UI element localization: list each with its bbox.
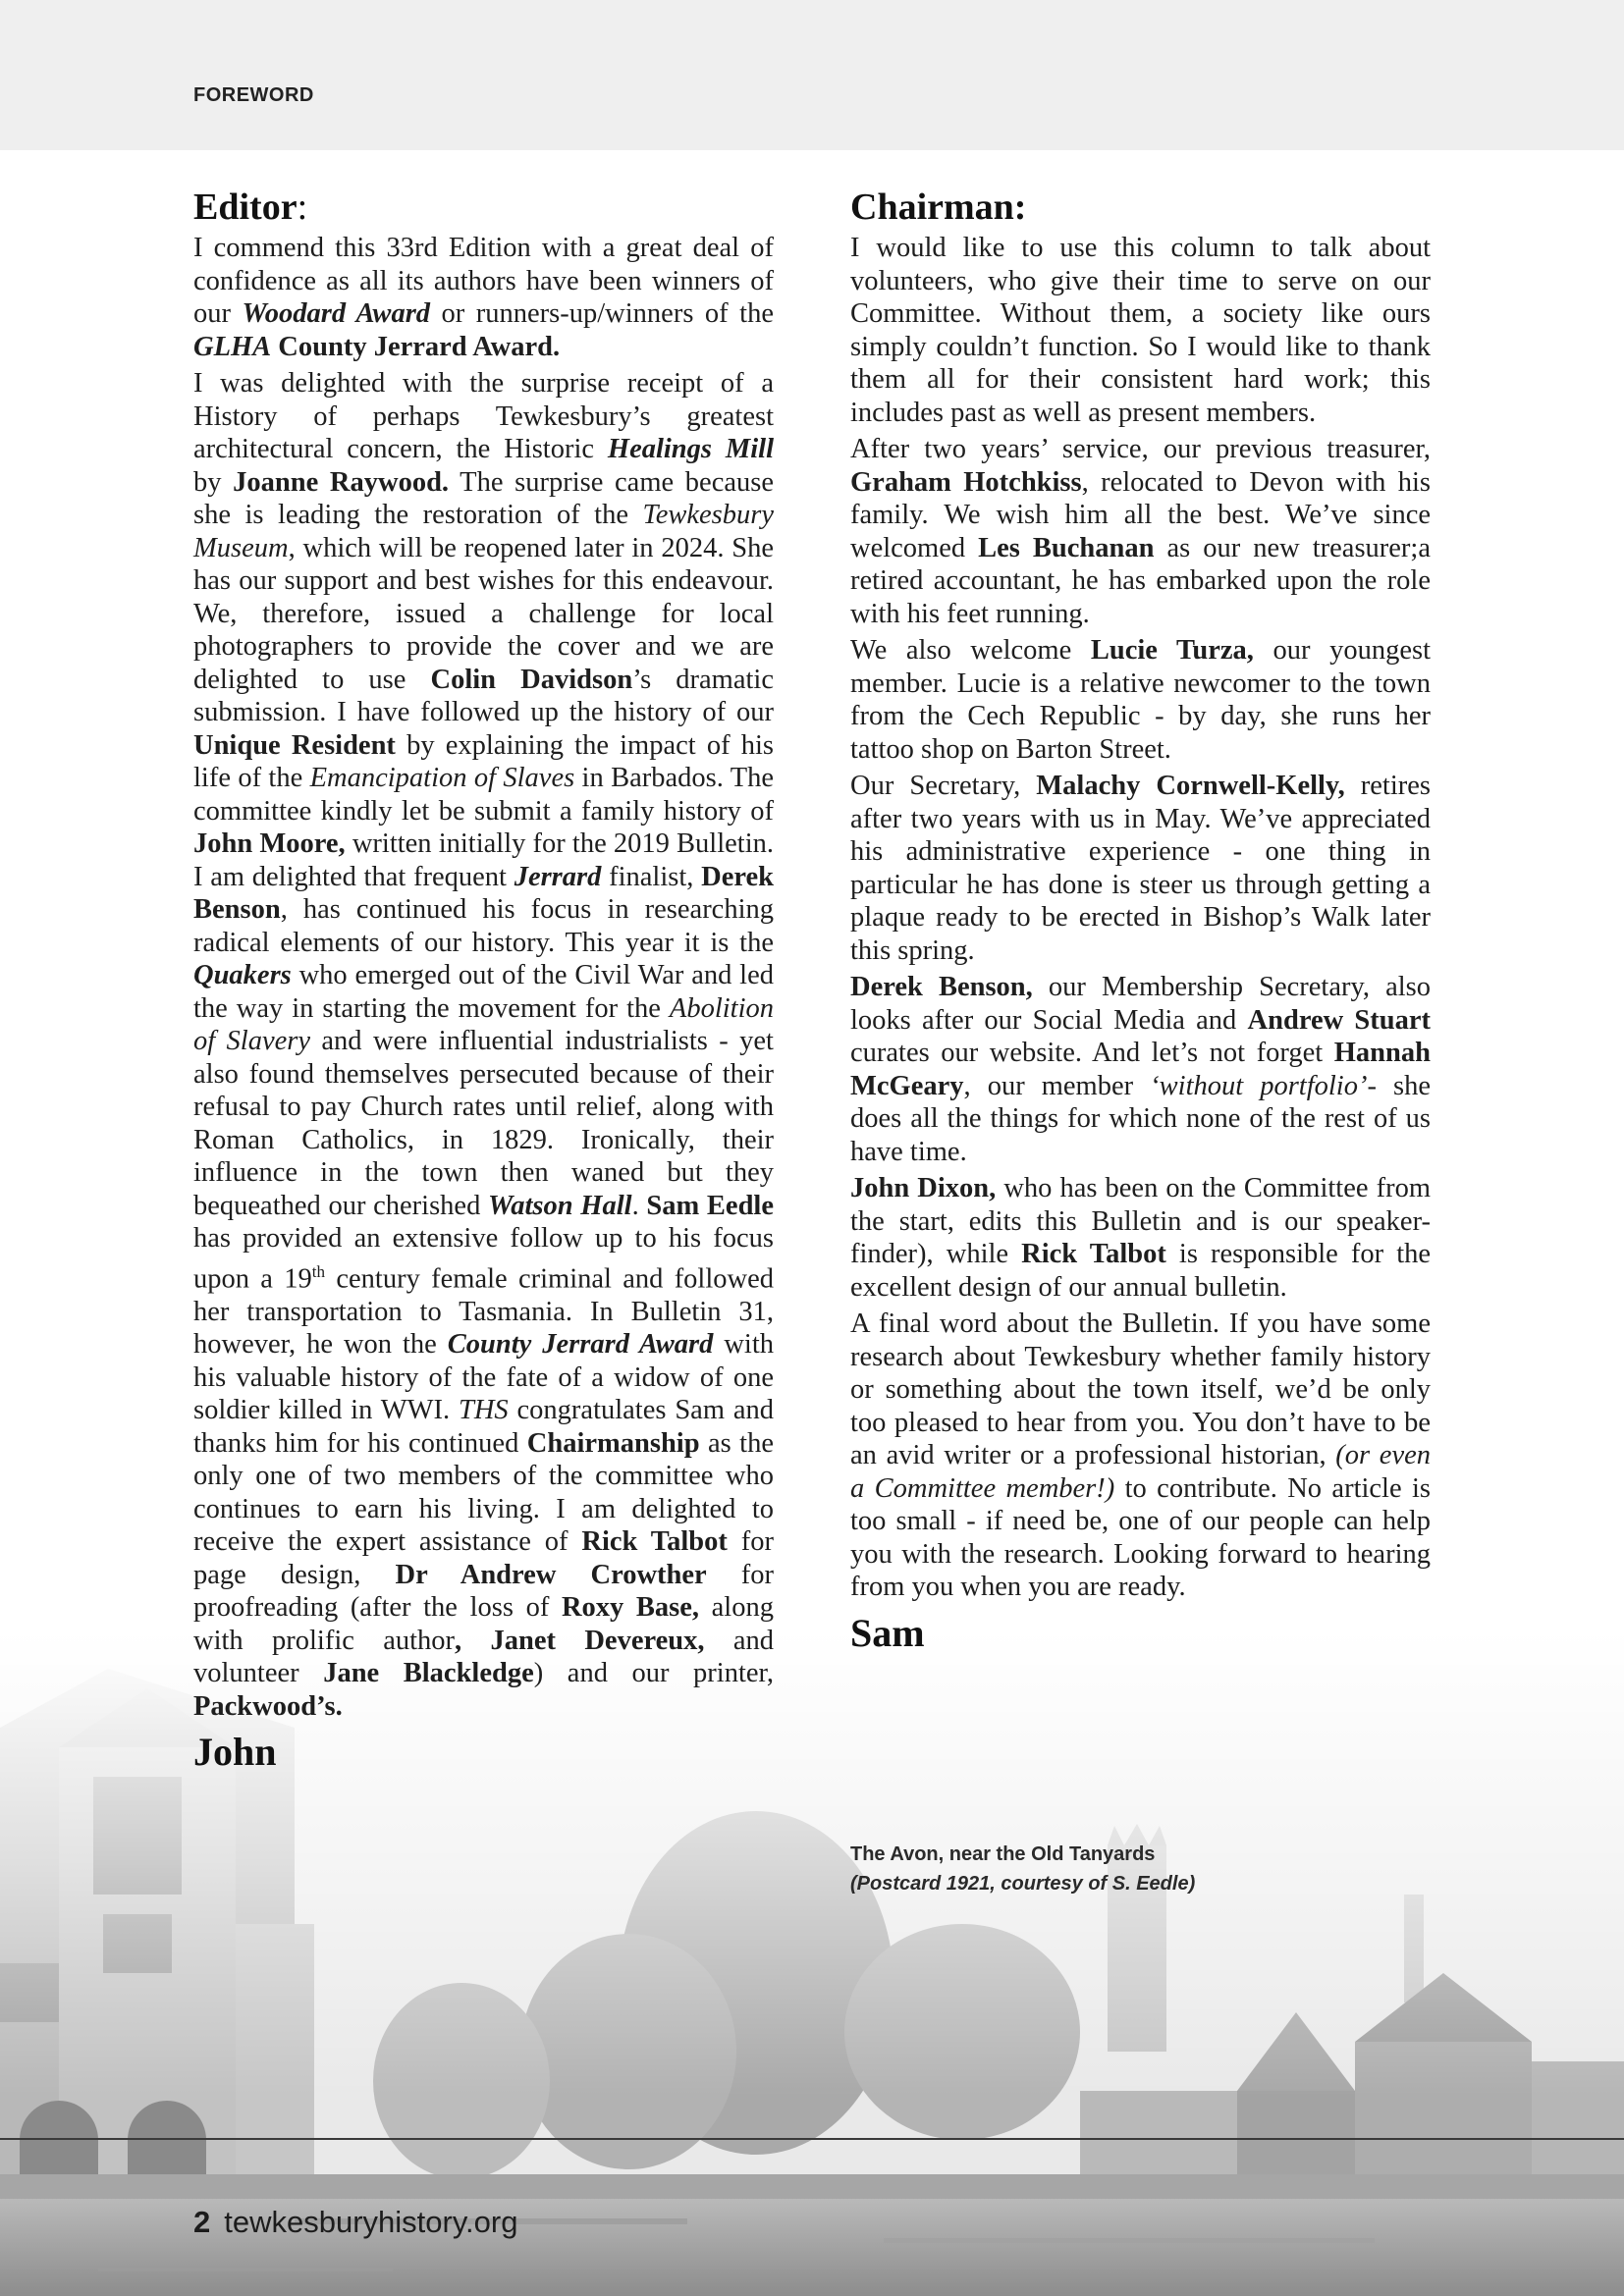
editor-text-run: and volunteer [193, 1625, 774, 1688]
editor-text-run: THS [458, 1395, 509, 1425]
chairman-text-run: Rick Talbot [1021, 1239, 1166, 1269]
editor-text-run: Unique Resident [193, 729, 396, 761]
chairman-text-run: Andrew Stuart [1247, 1004, 1431, 1036]
chairman-text-run: Les Buchanan [978, 532, 1155, 563]
chairman-paragraph [850, 1308, 1431, 1604]
editor-text-run: , which will be reopened later in 2024. She has our support and best wishes for this endeavour. We, therefore, issued a challenge for local photographers to provide the cover and we are delighted to use [193, 532, 774, 695]
editor-text-run: Colin Davidson [430, 664, 633, 695]
chairman-text-run: curates our website. And let’s not forget [850, 1038, 1334, 1068]
editor-text-run: by [193, 466, 234, 498]
photo-caption [850, 1840, 1195, 1898]
editor-text-run: Sam Eedle [646, 1190, 774, 1221]
site-link[interactable]: tewkesburyhistory.org [224, 2205, 518, 2239]
editor-text-run: by explaining the impact of his life of the [193, 729, 774, 793]
editor-text-run: Derek Benson [193, 861, 774, 925]
chairman-text-run: - she does all the things for which none of the rest of us have time. [850, 1070, 1431, 1167]
editor-text-run: Rick Talbot [581, 1526, 728, 1557]
chairman-text-run: John Dixon, [850, 1173, 997, 1203]
editor-heading: Editor: [193, 187, 308, 228]
section-label: FOREWORD [193, 84, 314, 106]
editor-text-run: century female criminal and followed her transportation to Tasmania. In Bulletin 31, however, he won the [193, 1263, 774, 1360]
editor-text-run: ’s dramatic submission. I have followed up the history of our [193, 664, 774, 727]
chairman-text-run: is responsible for the excellent design of our annual bulletin. [850, 1239, 1432, 1303]
chairman-text-run: our Membership Secretary, also looks after our Social Media and [850, 972, 1431, 1036]
editor-text-run: County Jerrard Award. [278, 331, 561, 362]
chairman-paragraph [850, 232, 1431, 429]
chairman-text-run: Our Secretary, [850, 771, 1037, 801]
editor-text-run: John Moore, [193, 828, 346, 859]
chairman-text-run: Malachy Cornwell-Kelly, [1036, 771, 1345, 801]
editor-text-run: Woodard Award [242, 298, 431, 329]
editor-body [193, 232, 774, 1723]
chairman-text-run: Lucie Turza, [1090, 635, 1254, 666]
chairman-paragraph [850, 634, 1431, 766]
editor-text-run: Abolition of Slavery [193, 992, 774, 1056]
editor-text-run: Dr Andrew Crowther [395, 1559, 707, 1590]
chairman-text-run: We also welcome [850, 635, 1091, 666]
photo-caption-title: The Avon, near the Old Tanyards [850, 1843, 1156, 1865]
chairman-heading: Chairman: [850, 187, 1027, 228]
editor-text-run: for proofreading (after the loss of [193, 1559, 775, 1623]
editor-text-run: th [311, 1261, 326, 1281]
editor-text-run: , has continued his focus in researching radical elements of our history. This year it is the [193, 894, 774, 958]
editor-text-run: County Jerrard Award [447, 1329, 714, 1360]
chairman-column [850, 185, 1431, 1657]
editor-text-run: along with prolific author [193, 1592, 774, 1656]
editor-text-run: Quakers [193, 960, 292, 990]
editor-signoff: John [193, 1730, 277, 1774]
editor-text-run: in Barbados. The committee kindly let be submit a family history of [193, 763, 774, 827]
editor-text-run: Watson Hall [488, 1190, 632, 1221]
editor-text-run: , Janet Devereux, [455, 1625, 705, 1656]
chairman-text-run: Hannah McGeary [850, 1038, 1431, 1101]
header-band [0, 0, 1624, 150]
editor-column [193, 185, 774, 1776]
editor-text-run: as the only one of two members of the committee who continues to earn his living. I am delighted to receive the expert assistance of [193, 1427, 774, 1557]
editor-text-run: for page design, [193, 1526, 774, 1590]
page-number: 2 [193, 2205, 211, 2239]
editor-text-run: . [631, 1190, 647, 1221]
editor-text-run: finalist, [601, 861, 702, 892]
editor-text-run: who emerged out of the Civil War and led the way in starting the movement for the [193, 960, 774, 1024]
chairman-text-run: , our member [963, 1070, 1151, 1101]
editor-text-run: or runners-up/winners of the [430, 298, 774, 329]
chairman-text-run: our youngest member. Lucie is a relative newcomer to the town from the Cech Republic - by day, she runs her tattoo shop on Barton Street. [850, 635, 1431, 765]
editor-text-run: Roxy Base, [561, 1592, 700, 1623]
editor-text-run: Joanne Raywood. [233, 466, 450, 498]
chairman-text-run: I would like to use this column to talk about volunteers, who give their time to serve on our Committee. Without them, a society like ours simply couldn’t function. So I would like to thank them all for their consistent hard work; this includes past as well as present members. [850, 233, 1431, 428]
chairman-body [850, 232, 1431, 1604]
editor-text-run: has provided an extensive follow up to his focus upon a 19 [193, 1223, 774, 1294]
chairman-text-run: (or even a Committee member!) [850, 1440, 1432, 1504]
editor-text-run: I was delighted with the surprise receipt of a History of perhaps Tewkesbury’s greatest architectural concern, the Historic [193, 368, 774, 464]
chairman-text-run: Graham Hotchkiss [850, 466, 1082, 498]
editor-text-run: The surprise came because she is leading the restoration of the [193, 466, 774, 530]
footer-rule [0, 2138, 1624, 2140]
editor-text-run: Jerrard [514, 861, 602, 892]
page-footer [193, 2205, 517, 2240]
chairman-text-run: to contribute. No article is too small - if need be, one of our people can help you with the research. Looking forward to hearing from you when you are ready. [850, 1472, 1432, 1602]
chairman-text-run: as our new treasurer;a retired accountant, he has embarked upon the role with his feet running. [850, 532, 1431, 629]
chairman-text-run: After two years’ service, our previous treasurer, [850, 434, 1431, 464]
editor-text-run: Tewkesbury Museum [193, 500, 774, 563]
chairman-paragraph [850, 971, 1431, 1168]
editor-text-run: Chairmanship [526, 1427, 700, 1459]
editor-text-run: Emancipation of Slaves [309, 763, 575, 793]
chairman-text-run: who has been on the Committee from the start, edits this Bulletin and is our speaker-finder), while [850, 1173, 1431, 1269]
editor-paragraph [193, 367, 774, 1723]
editor-text-run: with his valuable history of the fate of a widow of one soldier killed in WWI. [193, 1329, 774, 1425]
chairman-paragraph [850, 1172, 1431, 1304]
editor-text-run: I commend this 33rd Edition with a great deal of confidence as all its authors have been winners of our [193, 233, 774, 329]
photo-caption-credit: (Postcard 1921, courtesy of S. Eedle) [850, 1873, 1196, 1895]
chairman-text-run: A final word about the Bulletin. If you have some research about Tewkesbury whether family history or something about the town itself, we’d be only too pleased to hear from you. You don’t have to be an avid writer or a professional historian, [850, 1308, 1431, 1470]
chairman-text-run: ‘without portfolio’ [1150, 1070, 1368, 1101]
editor-text-run: ) and our printer, [533, 1658, 774, 1688]
chairman-signoff: Sam [850, 1610, 925, 1655]
editor-text-run: and were influential industrialists - yet also found themselves persecuted because of their refusal to pay Church rates until relief, along with Roman Catholics, in 1829. Ironically, their influence in the town then waned but they bequeathed our cherished [193, 1026, 774, 1221]
editor-text-run: written initially for the 2019 Bulletin. I am delighted that frequent [193, 828, 774, 892]
editor-text-run: GLHA [193, 331, 272, 362]
editor-text-run: Packwood’s. [193, 1690, 343, 1722]
chairman-text-run: , relocated to Devon with his family. We wish him all the best. We’ve since welcomed [850, 466, 1431, 563]
chairman-text-run: retires after two years with us in May. We’ve appreciated his administrative experience - one thing in particular he has done is steer us through getting a plaque ready to be erected in Bishop’s Walk later this spring. [850, 771, 1431, 966]
chairman-paragraph [850, 770, 1431, 967]
editor-text-run: Jane Blackledge [323, 1658, 534, 1688]
chairman-paragraph [850, 433, 1431, 630]
chairman-text-run: Derek Benson, [850, 972, 1033, 1002]
editor-paragraph [193, 232, 774, 363]
editor-text-run: congratulates Sam and thanks him for his continued [193, 1395, 774, 1459]
editor-text-run: Healings Mill [607, 434, 774, 464]
